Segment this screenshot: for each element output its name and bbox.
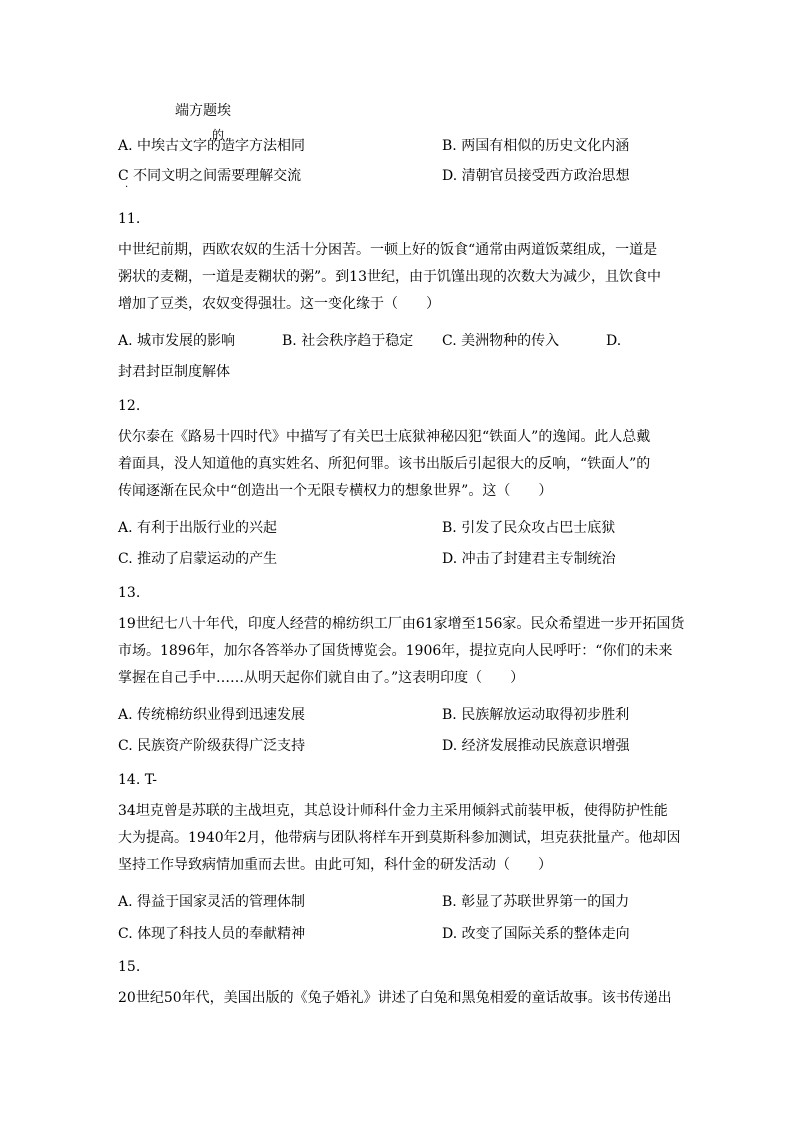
q13-stem-line-1: 19世纪七八十年代，印度人经营的棉纺织工厂由61家增至156家。民众希望进一步开拓国货	[118, 616, 685, 632]
q12-option-b[interactable]	[442, 518, 615, 538]
q12-option-b-text: B. 引发了民众攻占巴士底狱	[442, 520, 616, 536]
q15-stem-line-1: 20世纪50年代，美国出版的《兔子婚礼》讲述了白兔和黑兔相爱的童话故事。该书传递出	[118, 990, 672, 1006]
q12-stem-line-2: 着面具，没人知道他的真实姓名、所犯何罪。该书出版后引起很大的反响，“铁面人”的	[118, 456, 651, 472]
q12-option-d-text: D. 冲击了封建君主专制统治	[442, 551, 616, 567]
q10-option-b-text: B. 两国有相似的历史文化内涵	[442, 138, 630, 154]
q14-stem-line-2: 大为提高。1940年2月，他带病与团队将样车开到莫斯科参加测试，坦克获批量产。他却因	[118, 830, 681, 846]
q14-option-b[interactable]	[442, 892, 629, 912]
q10-option-d[interactable]	[442, 166, 630, 186]
q12-option-d[interactable]	[442, 549, 616, 569]
q10-option-c-text: C 不同文明之间需要理解交流	[118, 168, 302, 184]
q13-option-b[interactable]	[442, 705, 629, 725]
q13-option-c[interactable]	[118, 736, 305, 756]
q10-option-b[interactable]	[442, 136, 629, 156]
q13-option-d[interactable]	[442, 736, 630, 756]
q11-stem-line-1: 中世纪前期，西欧农奴的生活十分困苦。一顿上好的饭食“通常由两道饭菜组成，一道是	[118, 242, 658, 258]
q13-option-a[interactable]	[118, 705, 305, 725]
q14-option-d-text: D. 改变了国际关系的整体走向	[442, 926, 630, 942]
q11-option-b[interactable]	[282, 331, 413, 351]
q10-option-c[interactable]	[118, 166, 301, 186]
q14-option-a[interactable]	[118, 892, 305, 912]
q14-stem-line-3: 坚持工作导致病情加重而去世。由此可知，科什金的研发活动（ ）	[118, 857, 552, 873]
q12-stem-line-3: 传闻逐渐在民众中“创造出一个无限专横权力的想象世界”。这（ ）	[118, 483, 553, 499]
q11-option-a[interactable]	[118, 331, 235, 351]
q12-option-a-text: A. 有利于出版行业的兴起	[118, 520, 278, 536]
q11-number: 11.	[118, 211, 141, 227]
q13-number: 13.	[118, 585, 141, 601]
q11-stem-line-2: 粥状的麦糊，一道是麦糊状的粥”。到13世纪，由于饥馑出现的次数大为减少，且饮食中	[118, 269, 661, 285]
q11-option-b-text: B. 社会秩序趋于稳定	[282, 333, 414, 349]
q11-stem-line-3: 增加了豆类，农奴变得强壮。这一变化缘于（ ）	[118, 296, 440, 312]
q11-option-d[interactable]	[606, 331, 621, 351]
q11-option-c[interactable]	[442, 331, 559, 351]
q14-option-d[interactable]	[442, 924, 630, 944]
q14-option-c-text: C. 体现了科技人员的奉献精神	[118, 926, 306, 942]
q13-stem-line-3: 掌握在自己手中……从明天起你们就自由了。”这表明印度（ ）	[118, 670, 525, 686]
fragment-text: 端方题埃	[175, 103, 231, 119]
q12-stem-line-1: 伏尔泰在《路易十四时代》中描写了有关巴士底狱神秘囚犯“铁面人”的逸闻。此人总戴	[118, 429, 651, 445]
q10-option-a-superscript: 的	[212, 128, 225, 142]
q15-number: 15.	[118, 959, 141, 975]
q13-option-c-text: C. 民族资产阶级获得广泛支持	[118, 738, 306, 754]
q14-number: 14. T-	[118, 772, 157, 788]
q14-option-c[interactable]	[118, 924, 305, 944]
q11-option-c-text: C. 美洲物种的传入	[442, 333, 560, 349]
stray-dot: ·	[125, 182, 129, 193]
q12-option-c-text: C. 推动了启蒙运动的产生	[118, 551, 278, 567]
q13-option-a-text: A. 传统棉纺织业得到迅速发展	[118, 707, 306, 723]
q13-option-d-text: D. 经济发展推动民族意识增强	[442, 738, 630, 754]
q10-option-d-text: D. 清朝官员接受西方政治思想	[442, 168, 630, 184]
q14-stem-line-1: 34坦克曾是苏联的主战坦克，其总设计师科什金力主采用倾斜式前装甲板，使得防护性能	[118, 803, 668, 819]
q11-option-d-label: D.	[606, 333, 622, 349]
q13-option-b-text: B. 民族解放运动取得初步胜利	[442, 707, 630, 723]
q12-option-c[interactable]	[118, 549, 277, 569]
q13-stem-line-2: 市场。1896年，加尔各答举办了国货博览会。1906年，提拉克向人民呼吁：“你们的未来	[118, 643, 673, 659]
q14-option-b-text: B. 彰显了苏联世界第一的国力	[442, 894, 630, 910]
q10-option-a-text: A. 中埃古文字的造字方法相同	[118, 138, 306, 154]
q11-option-a-text: A. 城市发展的影响	[118, 333, 236, 349]
q12-option-a[interactable]	[118, 518, 277, 538]
q14-option-a-text: A. 得益于国家灵活的管理体制	[118, 894, 306, 910]
q12-number: 12.	[118, 398, 141, 414]
q11-option-d-text[interactable]: 封君封臣制度解体	[118, 364, 230, 380]
